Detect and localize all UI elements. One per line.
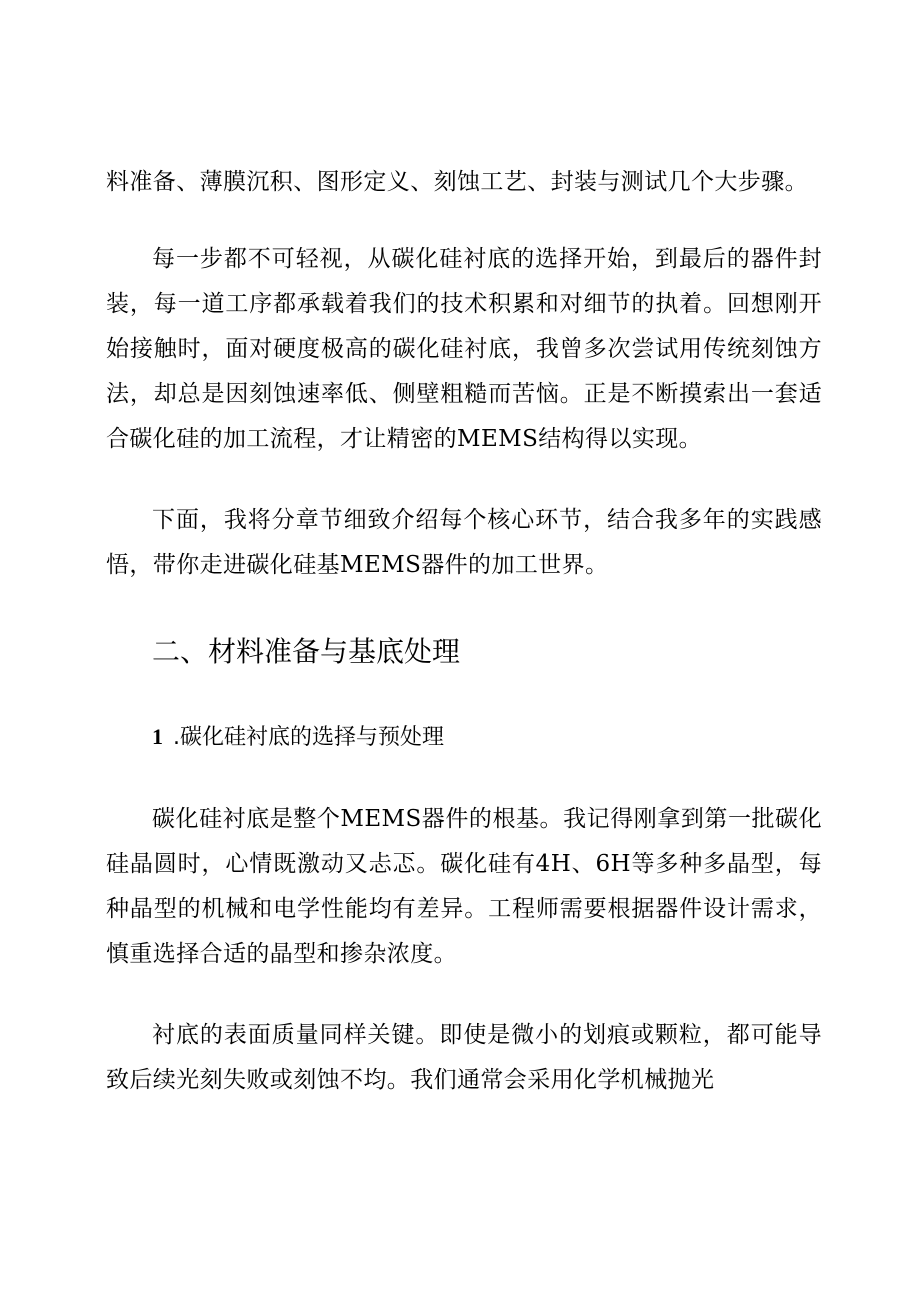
paragraph-continued: 料准备、薄膜沉积、图形定义、刻蚀工艺、封装与测试几个大步骤。: [106, 169, 808, 195]
subsection-title: .碳化硅衬底的选择与预处理: [173, 725, 444, 750]
paragraph-overview: 每一步都不可轻视，从碳化硅衬底的选择开始，到最后的器件封装，每一道工序都承载着我们的技术积累和对细节的执着。回想刚开始接触时，面对硬度极高的碳化硅衬底，我曾多次尝试用传统刻蚀方法，却总是因刻蚀速率低、侧壁粗糙而苦恼。正是不断摸索出一套适合碳化硅的加工流程，才让精密的MEMS结构得以实现。: [106, 246, 822, 452]
paragraph-intro-chapters: 下面，我将分章节细致介绍每个核心环节，结合我多年的实践感悟，带你走进碳化硅基MEMS器件的加工世界。: [106, 507, 822, 578]
subsection-heading: [152, 719, 444, 756]
paragraph-surface-quality: 衬底的表面质量同样关键。即使是微小的划痕或颗粒，都可能导致后续光刻失败或刻蚀不均。我们通常会采用化学机械抛光: [106, 1022, 822, 1093]
paragraph-substrate: 碳化硅衬底是整个MEMS器件的根基。我记得刚拿到第一批碳化硅晶圆时，心情既激动又忐忑。碳化硅有4H、6H等多种多晶型，每种晶型的机械和电学性能均有差异。工程师需要根据器件设计需求，慎重选择合适的晶型和掺杂浓度。: [106, 806, 822, 967]
section-heading: 二、材料准备与基底处理: [152, 635, 461, 668]
subsection-number: 1: [152, 724, 163, 749]
